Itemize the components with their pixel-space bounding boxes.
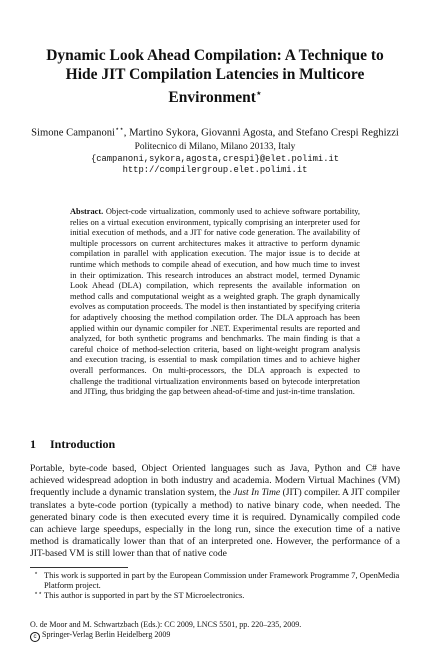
- paper-title: [30, 46, 400, 107]
- affiliation-url: http://compilergroup.elet.polimi.it: [122, 165, 308, 175]
- author-list: [6, 122, 424, 141]
- paper-title-text: Dynamic Look Ahead Compilation: A Technique to Hide JIT Compilation Latencies in Multicore Environment: [46, 47, 384, 107]
- intro-emphasis: Just In Time: [233, 487, 281, 499]
- affiliation-block: [40, 142, 390, 177]
- intro-text-rest: (JIT) compiler. A JIT compiler translates a byte-code portion (typically a method) to native binary code, when needed. The generated binary code is then executed every time it is required. Dynamically compiled code can achieve large speedups, especially in the long run, since the execution time of a native method is dramatically lower than that of an interpreted one. However, the performance of a JIT-based VM is still lower than that of native code: [30, 487, 400, 560]
- publication-info: [30, 620, 400, 642]
- affiliation-institution: Politecnico di Milano, Milano 20133, Italy: [134, 142, 296, 152]
- abstract-paragraph: [70, 207, 360, 398]
- author-others: , Martino Sykora, Giovanni Agosta, and Stefano Crespi Reghizzi: [123, 127, 399, 139]
- footnote-2-mark: ⋆⋆: [34, 590, 43, 598]
- section-heading: [30, 437, 115, 451]
- author-first: Simone Campanoni: [31, 127, 115, 139]
- footnote-1-mark: ⋆: [34, 570, 39, 577]
- publication-copyright-text: Springer-Verlag Berlin Heidelberg 2009: [42, 630, 171, 640]
- footnote-1: [30, 571, 400, 591]
- affiliation-emails: {campanoni,sykora,agosta,crespi}@elet.polimi.it: [90, 153, 340, 164]
- copyright-icon: c: [30, 632, 40, 642]
- section-number: 1: [30, 437, 36, 451]
- footnotes: [30, 571, 400, 602]
- publication-line-1: O. de Moor and M. Schwartzbach (Eds.): CC 2009, LNCS 5501, pp. 220–235, 2009.: [30, 620, 302, 629]
- footnote-1-text: This work is supported in part by the European Commission under Framework Programme 7, OpenMedia Platform project.: [44, 571, 400, 591]
- title-footnote-marker: ⋆: [255, 88, 262, 98]
- abstract-label: Abstract.: [70, 207, 104, 216]
- footnote-rule: [30, 567, 128, 568]
- author-footnote-marker: ⋆⋆: [115, 125, 124, 133]
- footnote-2: [30, 591, 400, 601]
- publication-line-2: [30, 630, 400, 642]
- footnote-2-text: This author is supported in part by the ST Microelectronics.: [44, 591, 245, 601]
- intro-text-start: Portable, byte-code based, Object Oriented languages such as Java, Python and C# have achieved widespread adoption in both industry and academia. Modern Virtual Machines (VM) frequently include a dynamic translation system, the: [30, 463, 400, 499]
- abstract-text: Object-code virtualization, commonly used to achieve software portability, relies on a virtual execution environment, typically comprising an interpreter used for initial execution of methods, and a JIT for native code generation. The availability of multiple processors on current architectures makes it attractive to perform dynamic compilation in parallel with application execution. The major issue is to decide at runtime which methods to compile ahead of execution, and how much time to invest in their optimization. This research introduces an abstract model, termed Dynamic Look Ahead (DLA) compilation, which represents the available information on method calls and computational weight as a weighted graph. The graph dynamically evolves as computation proceeds. The model is then instantiated by specifying criteria for adaptively choosing the method compilation order. The DLA approach has been applied within our dynamic compiler for .NET. Experimental results are reported and analyzed, for both synthetic programs and benchmarks. The main finding is that a careful choice of method-selection criteria, based on light-weight program analysis and execution tracing, is essential to mask compilation times and to achieve higher overall performances. On multi-processors, the DLA approach is expected to challenge the traditional virtualization environments based on bytecode interpretation and JITing, thus bridging the gap between ahead-of-time and just-in-time translation.: [70, 207, 361, 397]
- intro-paragraph: [30, 463, 400, 561]
- section-title: Introduction: [50, 437, 116, 451]
